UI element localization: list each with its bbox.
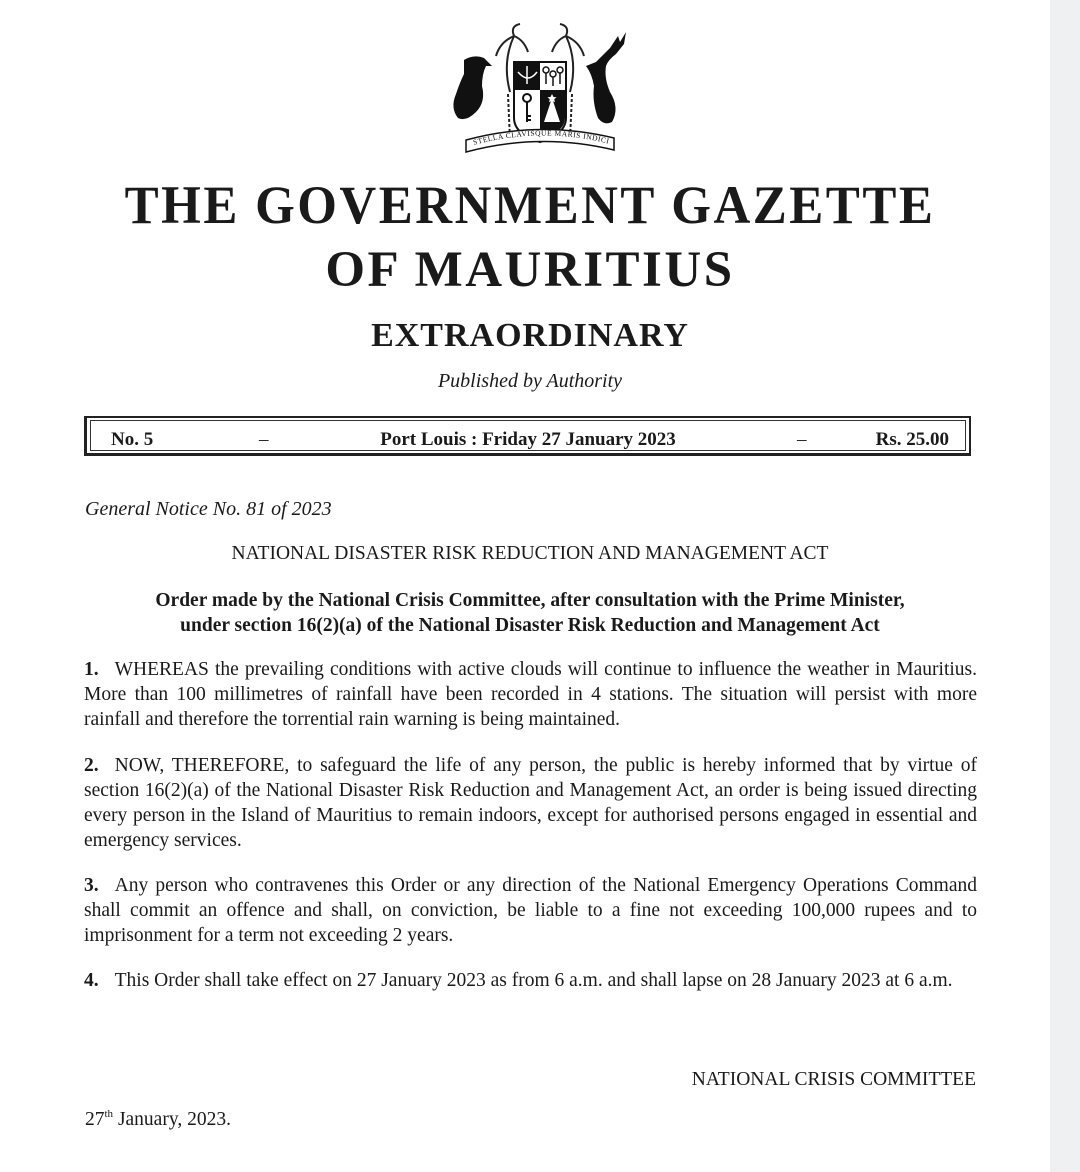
notice-date xyxy=(85,1108,231,1132)
date-day: 27 xyxy=(85,1109,105,1130)
paragraph-number: 1. xyxy=(84,659,99,680)
act-title: NATIONAL DISASTER RISK REDUCTION AND MANAGEMENT ACT xyxy=(231,543,829,564)
paragraph-text: This Order shall take effect on 27 January 2023 as from 6 a.m. and shall lapse on 28 January 2023 at 6 a.m. xyxy=(114,970,953,991)
paragraph-number: 2. xyxy=(84,755,99,776)
issue-place-date: Port Louis : Friday 27 January 2023 xyxy=(380,429,676,450)
paragraph-number: 3. xyxy=(84,875,99,896)
issue-number: No. 5 xyxy=(111,429,154,450)
paragraph-1 xyxy=(84,657,977,732)
date-ordinal-suffix: th xyxy=(104,1108,114,1120)
gazette-title-line1: THE GOVERNMENT GAZETTE xyxy=(124,176,936,236)
order-heading xyxy=(0,588,1060,638)
paragraph-number: 4. xyxy=(84,970,99,991)
published-by-label: Published by Authority xyxy=(437,370,623,392)
order-heading-line: Order made by the National Crisis Committee, after consultation with the Prime Minister, xyxy=(155,590,905,611)
edition-label: EXTRAORDINARY xyxy=(371,317,689,354)
paragraph-4 xyxy=(84,968,977,993)
issue-separator: – xyxy=(259,429,269,450)
svg-text:STELLA CLAVISQUE MARIS INDICI: STELLA CLAVISQUE MARIS INDICI xyxy=(472,128,611,147)
issue-price: Rs. 25.00 xyxy=(875,429,949,450)
issue-info-inner-frame xyxy=(90,420,966,451)
issue-info-box xyxy=(84,416,971,456)
general-notice-number: General Notice No. 81 of 2023 xyxy=(85,498,332,520)
paragraph-text: WHEREAS the prevailing conditions with active clouds will continue to influence the weather in Mauritius. More than 100 millimetres of rainfall have been recorded in 4 stations. The situation will persist with more rainfall and therefore the torrential rain warning is being maintained. xyxy=(84,659,977,730)
signatory: NATIONAL CRISIS COMMITTEE xyxy=(691,1069,976,1090)
paragraph-2 xyxy=(84,753,977,853)
paragraph-text: Any person who contravenes this Order or any direction of the National Emergency Operations Command shall commit an offence and shall, on conviction, be liable to a fine not exceeding 100,000 rupees and to imprisonment for a term not exceeding 2 years. xyxy=(84,875,977,946)
paragraph-3 xyxy=(84,873,977,948)
coat-of-arms-icon xyxy=(440,22,640,162)
issue-separator: – xyxy=(797,429,807,450)
gazette-title-line2: OF MAURITIUS xyxy=(325,242,735,298)
paragraph-text: NOW, THEREFORE, to safeguard the life of any person, the public is hereby informed that by virtue of section 16(2)(a) of the National Disaster Risk Reduction and Management Act, an order is being issued directing every person in the Island of Mauritius to remain indoors, except for authorised persons engaged in essential and emergency services. xyxy=(84,755,977,851)
order-heading-line: under section 16(2)(a) of the National Disaster Risk Reduction and Management Act xyxy=(180,615,880,636)
date-month-year: January, 2023. xyxy=(113,1109,231,1130)
